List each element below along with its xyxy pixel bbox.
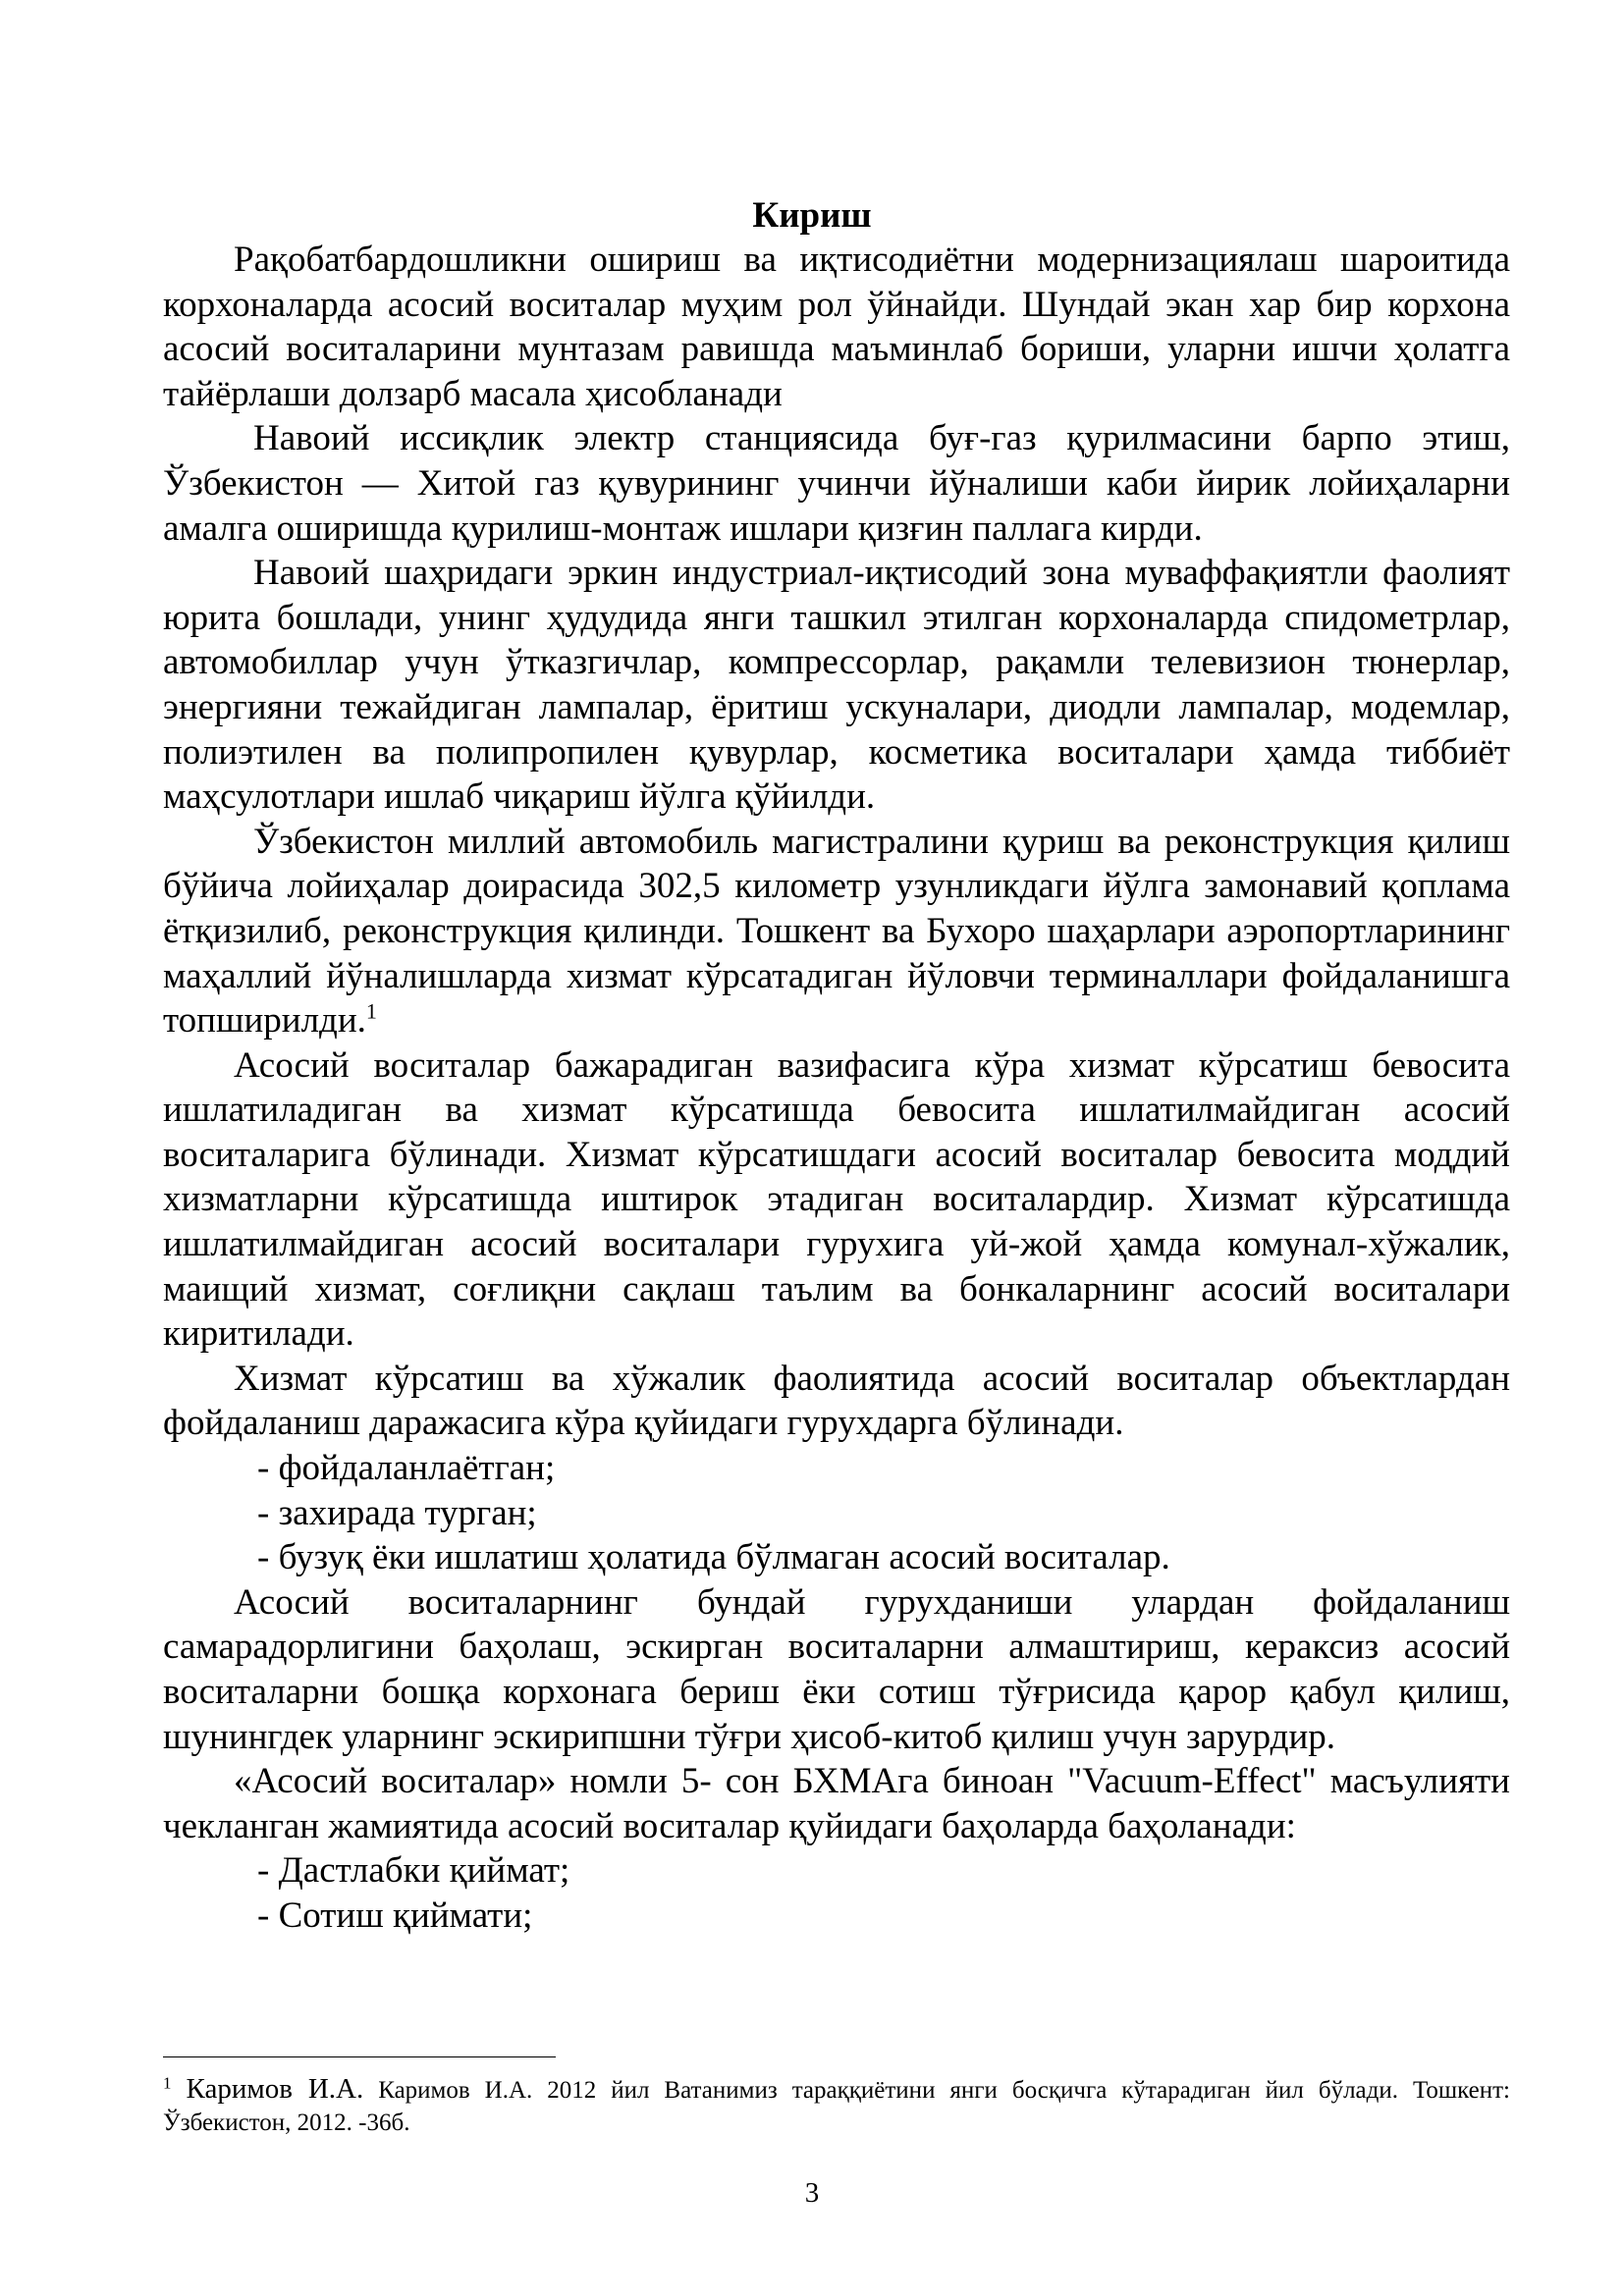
paragraph: Асосий воситалар бажарадиган вазифасига кўра хизмат кўрсатиш бевосита ишлатиладиган ва хизмат кўрсатишда бевосита ишлатилмайдиган асосий воситаларига бўлинади. Хизмат кўрсатишдаги асосий воситалар бевосита моддий хизматларни кўрсатишда иштирок этадиган воситалардир. Хизмат кўрсатишда ишлатилмайдиган асосий воситалари гурухига уй-жой ҳамда комунал-хўжалик, маищий хизмат, соғлиқни сақлаш таълим ва бонкаларнинг асосий воситалари киритилади. <box>163 1044 1510 1355</box>
list-item: - фойдаланлаётган; <box>257 1448 556 1489</box>
footnote <box>163 2073 1510 2139</box>
footnote-text: Каримов И.А. 2012 йил Ватанимиз тараққиётини янги босқичга кўтарадиган йил бўлади. Тошкент: Ўзбекистон, 2012. -36б. <box>163 2077 1510 2136</box>
paragraph: Навоий шаҳридаги эркин индустриал-иқтисодий зона муваффақиятли фаолият юрита бошлади, унинг ҳудудида янги ташкил этилган корхоналарда спидометрлар, автомобиллар учун ўтказгичлар, компрессорлар, рақамли телевизион тюнерлар, энергияни тежайдиган лампалар, ёритиш ускуналари, диодли лампалар, модемлар, полиэтилен ва полипропилен қувурлар, косметика воситалари ҳамда тиббиёт маҳсулотлари ишлаб чиқариш йўлга қўйилди. <box>163 553 1510 818</box>
footnote-reference: 1 <box>365 998 377 1024</box>
page-number: 3 <box>804 2177 820 2209</box>
paragraph: «Асосий воситалар» номли 5- сон БХМАга биноан "Vacuum-Effect" масъулияти чекланган жамиятида асосий воситалар қуйидаги баҳоларда баҳоланади: <box>163 1761 1510 1846</box>
footnote-separator <box>163 2056 556 2057</box>
list-item: - захирада турган; <box>257 1492 537 1533</box>
paragraph: Навоий иссиқлик электр станциясида буғ-газ қурилмасини барпо этиш, Ўзбекистон — Хитой газ қувурининг учинчи йўналиши каби йирик лойиҳаларни амалга оширишда қурилиш-монтаж ишлари қизғин паллага кирди. <box>163 418 1510 549</box>
list-item: - Дастлабки қиймат; <box>257 1850 570 1892</box>
section-title: Кириш <box>752 195 872 236</box>
list-item: - бузуқ ёки ишлатиш ҳолатида бўлмаган асосий воситалар. <box>257 1537 1170 1578</box>
paragraph: Асосий воситаларнинг бундай гурухданиши улардан фойдаланиш самарадорлигини баҳолаш, эскирган воситаларни алмаштириш, кераксиз асосий воситаларни бошқа корхонага бериш ёки сотиш тўғрисида қарор қабул қилиш, шунингдек уларнинг эскирипшни тўғри ҳисоб-китоб қилиш учун зарурдир. <box>163 1581 1510 1757</box>
footnote-mark: 1 <box>163 2073 172 2093</box>
body-text <box>163 238 1510 1939</box>
paragraph: Рақобатбардошликни ошириш ва иқтисодиётни модернизациялаш шароитида корхоналарда асосий воситалар муҳим рол ўйнайди. Шундай экан хар бир корхона асосий воситаларини мунтазам равишда маъминлаб бориши, уларни ишчи ҳолатга тайёрлаши долзарб масала ҳисобланади <box>163 240 1510 414</box>
list-item: - Сотиш қиймати; <box>257 1895 533 1936</box>
footnote-author: Каримов И.А. <box>186 2073 364 2105</box>
paragraph: Хизмат кўрсатиш ва хўжалик фаолиятида асосий воситалар объектлардан фойдаланиш даражасига кўра қуйидаги гурухдарга бўлинади. <box>163 1358 1510 1444</box>
paragraph-with-footnote <box>163 820 1510 1043</box>
paragraph-text: Ўзбекистон миллий автомобиль магистралини қуриш ва реконструкция қилиш бўйича лойиҳалар доирасида 302,5 километр узунликдаги йўлга замонавий қоплама ётқизилиб, реконструкция қилинди. Тошкент ва Бухоро шаҳарлари аэропортларининг маҳаллий йўналишларда хизмат кўрсатадиган йўловчи терминаллари фойдаланишга топширилди. <box>163 821 1510 1041</box>
